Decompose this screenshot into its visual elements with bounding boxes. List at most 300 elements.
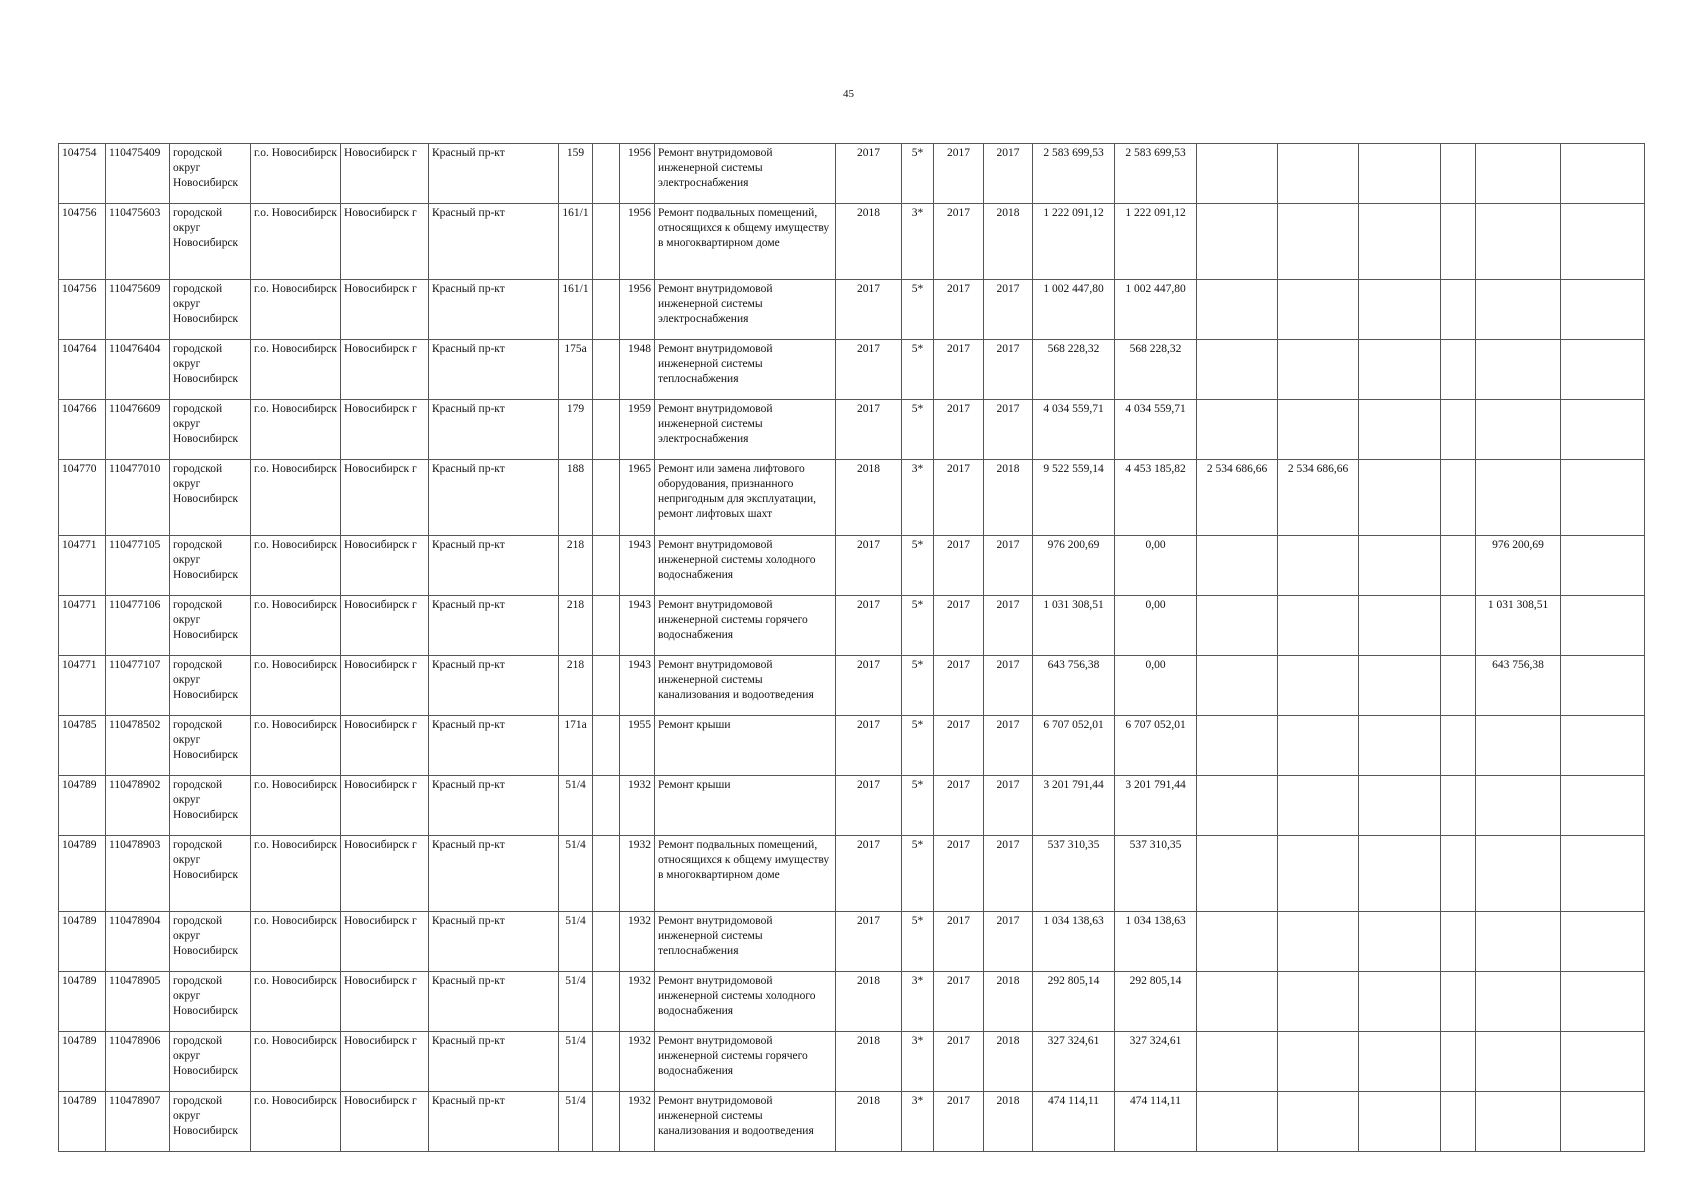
cell-local-funds [1359, 836, 1441, 912]
cell-other-funds [1476, 776, 1561, 836]
cell-record-id: 104789 [59, 912, 106, 972]
cell-priority: 5* [902, 912, 934, 972]
table-row [59, 144, 1645, 204]
cell-federal-funds [1197, 400, 1278, 460]
cell-building [593, 1092, 620, 1152]
cell-locality: Новосибирск г [341, 144, 429, 204]
cell-municipal-district: г.о. Новосибирск [251, 776, 341, 836]
cell-locality: Новосибирск г [341, 340, 429, 400]
cell-street: Красный пр-кт [429, 972, 559, 1032]
cell-house-number: 51/4 [559, 972, 593, 1032]
cell-work-type: Ремонт внутридомовой инженерной системы электроснабжения [655, 144, 836, 204]
cell-other-funds: 1 031 308,51 [1476, 596, 1561, 656]
cell-extra [1561, 656, 1645, 716]
cell-building [593, 776, 620, 836]
cell-federal-funds [1197, 1032, 1278, 1092]
cell-municipal-district: г.о. Новосибирск [251, 972, 341, 1032]
cell-other-funds [1476, 460, 1561, 536]
cell-record-id: 104754 [59, 144, 106, 204]
cell-building [593, 536, 620, 596]
cell-year-built: 1959 [620, 400, 655, 460]
cell-regional-funds [1278, 1092, 1359, 1152]
cell-total-cost: 327 324,61 [1033, 1032, 1115, 1092]
table-row [59, 972, 1645, 1032]
cell-other-funds [1476, 144, 1561, 204]
cell-fund-amount: 568 228,32 [1115, 340, 1197, 400]
cell-work-year: 2017 [836, 836, 902, 912]
cell-total-cost: 6 707 052,01 [1033, 716, 1115, 776]
cell-work-type: Ремонт внутридомовой инженерной системы горячего водоснабжения [655, 596, 836, 656]
cell-year-built: 1965 [620, 460, 655, 536]
cell-total-cost: 568 228,32 [1033, 340, 1115, 400]
cell-locality: Новосибирск г [341, 656, 429, 716]
cell-federal-funds [1197, 340, 1278, 400]
cell-fund-amount: 1 222 091,12 [1115, 204, 1197, 280]
cell-street: Красный пр-кт [429, 340, 559, 400]
cell-municipality: городской округ Новосибирск [170, 144, 251, 204]
cell-extra [1561, 836, 1645, 912]
cell-municipality: городской округ Новосибирск [170, 836, 251, 912]
cell-local-funds [1359, 596, 1441, 656]
cell-building [593, 1032, 620, 1092]
cell-priority: 5* [902, 656, 934, 716]
cell-locality: Новосибирск г [341, 280, 429, 340]
cell-year-built: 1932 [620, 836, 655, 912]
cell-regional-funds [1278, 280, 1359, 340]
cell-plan-start: 2017 [934, 1092, 984, 1152]
cell-plan-end: 2017 [984, 716, 1033, 776]
cell-building [593, 836, 620, 912]
cell-total-cost: 2 583 699,53 [1033, 144, 1115, 204]
cell-object-code: 110477105 [106, 536, 170, 596]
cell-owners-funds [1441, 776, 1476, 836]
cell-municipality: городской округ Новосибирск [170, 656, 251, 716]
cell-regional-funds [1278, 912, 1359, 972]
cell-work-year: 2017 [836, 716, 902, 776]
cell-total-cost: 1 034 138,63 [1033, 912, 1115, 972]
cell-house-number: 218 [559, 596, 593, 656]
table-body [59, 144, 1645, 1152]
cell-federal-funds [1197, 596, 1278, 656]
table-row [59, 656, 1645, 716]
cell-other-funds [1476, 836, 1561, 912]
cell-object-code: 110475409 [106, 144, 170, 204]
cell-municipality: городской округ Новосибирск [170, 716, 251, 776]
cell-object-code: 110478907 [106, 1092, 170, 1152]
cell-federal-funds [1197, 716, 1278, 776]
cell-owners-funds [1441, 1092, 1476, 1152]
cell-municipality: городской округ Новосибирск [170, 972, 251, 1032]
cell-regional-funds [1278, 716, 1359, 776]
cell-municipal-district: г.о. Новосибирск [251, 836, 341, 912]
cell-record-id: 104764 [59, 340, 106, 400]
cell-year-built: 1956 [620, 280, 655, 340]
cell-year-built: 1932 [620, 912, 655, 972]
cell-federal-funds [1197, 656, 1278, 716]
cell-plan-end: 2017 [984, 400, 1033, 460]
cell-municipal-district: г.о. Новосибирск [251, 340, 341, 400]
cell-object-code: 110476404 [106, 340, 170, 400]
cell-street: Красный пр-кт [429, 656, 559, 716]
cell-priority: 5* [902, 776, 934, 836]
cell-fund-amount: 0,00 [1115, 596, 1197, 656]
cell-local-funds [1359, 280, 1441, 340]
cell-building [593, 400, 620, 460]
cell-total-cost: 1 002 447,80 [1033, 280, 1115, 340]
cell-record-id: 104789 [59, 972, 106, 1032]
cell-extra [1561, 400, 1645, 460]
cell-fund-amount: 292 805,14 [1115, 972, 1197, 1032]
cell-plan-end: 2017 [984, 656, 1033, 716]
cell-municipality: городской округ Новосибирск [170, 596, 251, 656]
cell-total-cost: 1 222 091,12 [1033, 204, 1115, 280]
cell-fund-amount: 3 201 791,44 [1115, 776, 1197, 836]
cell-locality: Новосибирск г [341, 204, 429, 280]
cell-extra [1561, 460, 1645, 536]
cell-work-year: 2017 [836, 400, 902, 460]
cell-work-year: 2017 [836, 776, 902, 836]
cell-plan-start: 2017 [934, 400, 984, 460]
cell-plan-end: 2017 [984, 776, 1033, 836]
cell-plan-start: 2017 [934, 204, 984, 280]
cell-house-number: 218 [559, 656, 593, 716]
cell-house-number: 51/4 [559, 912, 593, 972]
cell-local-funds [1359, 204, 1441, 280]
cell-total-cost: 292 805,14 [1033, 972, 1115, 1032]
cell-regional-funds [1278, 536, 1359, 596]
cell-street: Красный пр-кт [429, 836, 559, 912]
cell-federal-funds [1197, 144, 1278, 204]
cell-building [593, 340, 620, 400]
cell-street: Красный пр-кт [429, 400, 559, 460]
cell-record-id: 104756 [59, 204, 106, 280]
cell-extra [1561, 144, 1645, 204]
cell-other-funds [1476, 972, 1561, 1032]
cell-street: Красный пр-кт [429, 716, 559, 776]
cell-plan-end: 2018 [984, 460, 1033, 536]
cell-owners-funds [1441, 656, 1476, 716]
cell-plan-end: 2017 [984, 280, 1033, 340]
cell-plan-end: 2017 [984, 912, 1033, 972]
cell-plan-end: 2018 [984, 204, 1033, 280]
cell-priority: 5* [902, 144, 934, 204]
cell-plan-end: 2017 [984, 596, 1033, 656]
cell-regional-funds [1278, 1032, 1359, 1092]
cell-house-number: 51/4 [559, 1092, 593, 1152]
cell-record-id: 104771 [59, 656, 106, 716]
cell-other-funds [1476, 716, 1561, 776]
cell-federal-funds [1197, 776, 1278, 836]
cell-object-code: 110478904 [106, 912, 170, 972]
cell-record-id: 104789 [59, 836, 106, 912]
table-row [59, 204, 1645, 280]
cell-priority: 3* [902, 1092, 934, 1152]
cell-regional-funds: 2 534 686,66 [1278, 460, 1359, 536]
cell-federal-funds: 2 534 686,66 [1197, 460, 1278, 536]
cell-house-number: 171а [559, 716, 593, 776]
cell-object-code: 110478902 [106, 776, 170, 836]
cell-street: Красный пр-кт [429, 144, 559, 204]
cell-owners-funds [1441, 972, 1476, 1032]
cell-extra [1561, 972, 1645, 1032]
cell-plan-start: 2017 [934, 972, 984, 1032]
table-row [59, 536, 1645, 596]
cell-owners-funds [1441, 340, 1476, 400]
cell-priority: 3* [902, 972, 934, 1032]
cell-owners-funds [1441, 596, 1476, 656]
cell-extra [1561, 912, 1645, 972]
cell-building [593, 460, 620, 536]
cell-object-code: 110478906 [106, 1032, 170, 1092]
cell-owners-funds [1441, 400, 1476, 460]
cell-work-type: Ремонт внутридомовой инженерной системы холодного водоснабжения [655, 536, 836, 596]
cell-work-type: Ремонт или замена лифтового оборудования, признанного непригодным для эксплуатации, ремонт лифтовых шахт [655, 460, 836, 536]
cell-priority: 3* [902, 1032, 934, 1092]
cell-plan-end: 2018 [984, 1032, 1033, 1092]
cell-work-type: Ремонт внутридомовой инженерной системы канализования и водоотведения [655, 1092, 836, 1152]
cell-house-number: 159 [559, 144, 593, 204]
cell-local-funds [1359, 716, 1441, 776]
cell-federal-funds [1197, 536, 1278, 596]
cell-year-built: 1932 [620, 1092, 655, 1152]
cell-work-type: Ремонт внутридомовой инженерной системы холодного водоснабжения [655, 972, 836, 1032]
cell-priority: 5* [902, 716, 934, 776]
cell-house-number: 218 [559, 536, 593, 596]
cell-year-built: 1948 [620, 340, 655, 400]
cell-owners-funds [1441, 144, 1476, 204]
cell-owners-funds [1441, 836, 1476, 912]
cell-extra [1561, 1032, 1645, 1092]
cell-municipal-district: г.о. Новосибирск [251, 912, 341, 972]
cell-house-number: 179 [559, 400, 593, 460]
cell-building [593, 204, 620, 280]
cell-municipality: городской округ Новосибирск [170, 536, 251, 596]
cell-locality: Новосибирск г [341, 1032, 429, 1092]
cell-record-id: 104789 [59, 776, 106, 836]
cell-plan-start: 2017 [934, 716, 984, 776]
cell-plan-start: 2017 [934, 460, 984, 536]
cell-year-built: 1943 [620, 536, 655, 596]
cell-total-cost: 1 031 308,51 [1033, 596, 1115, 656]
page-number: 45 [843, 88, 854, 100]
cell-object-code: 110477010 [106, 460, 170, 536]
cell-other-funds [1476, 1092, 1561, 1152]
cell-regional-funds [1278, 144, 1359, 204]
cell-municipal-district: г.о. Новосибирск [251, 1092, 341, 1152]
cell-local-funds [1359, 400, 1441, 460]
cell-municipality: городской округ Новосибирск [170, 1092, 251, 1152]
cell-locality: Новосибирск г [341, 400, 429, 460]
cell-municipal-district: г.о. Новосибирск [251, 204, 341, 280]
cell-street: Красный пр-кт [429, 204, 559, 280]
cell-other-funds [1476, 1032, 1561, 1092]
cell-municipal-district: г.о. Новосибирск [251, 400, 341, 460]
cell-street: Красный пр-кт [429, 596, 559, 656]
cell-work-year: 2017 [836, 596, 902, 656]
cell-plan-end: 2017 [984, 144, 1033, 204]
cell-locality: Новосибирск г [341, 1092, 429, 1152]
cell-owners-funds [1441, 460, 1476, 536]
cell-owners-funds [1441, 204, 1476, 280]
cell-priority: 5* [902, 836, 934, 912]
cell-plan-end: 2017 [984, 536, 1033, 596]
cell-regional-funds [1278, 972, 1359, 1032]
cell-fund-amount: 327 324,61 [1115, 1032, 1197, 1092]
cell-other-funds: 976 200,69 [1476, 536, 1561, 596]
cell-object-code: 110475609 [106, 280, 170, 340]
cell-plan-start: 2017 [934, 1032, 984, 1092]
cell-local-funds [1359, 460, 1441, 536]
cell-local-funds [1359, 1032, 1441, 1092]
cell-regional-funds [1278, 340, 1359, 400]
cell-local-funds [1359, 776, 1441, 836]
cell-work-type: Ремонт внутридомовой инженерной системы горячего водоснабжения [655, 1032, 836, 1092]
cell-fund-amount: 537 310,35 [1115, 836, 1197, 912]
cell-owners-funds [1441, 280, 1476, 340]
cell-total-cost: 3 201 791,44 [1033, 776, 1115, 836]
cell-house-number: 175а [559, 340, 593, 400]
cell-work-year: 2017 [836, 340, 902, 400]
cell-work-year: 2018 [836, 972, 902, 1032]
cell-record-id: 104789 [59, 1032, 106, 1092]
cell-locality: Новосибирск г [341, 972, 429, 1032]
cell-fund-amount: 474 114,11 [1115, 1092, 1197, 1152]
cell-federal-funds [1197, 204, 1278, 280]
cell-other-funds [1476, 340, 1561, 400]
cell-street: Красный пр-кт [429, 1032, 559, 1092]
table-row [59, 596, 1645, 656]
cell-year-built: 1943 [620, 656, 655, 716]
cell-municipal-district: г.о. Новосибирск [251, 280, 341, 340]
cell-municipality: городской округ Новосибирск [170, 912, 251, 972]
cell-fund-amount: 0,00 [1115, 536, 1197, 596]
cell-total-cost: 643 756,38 [1033, 656, 1115, 716]
cell-work-year: 2017 [836, 656, 902, 716]
cell-house-number: 188 [559, 460, 593, 536]
cell-record-id: 104771 [59, 596, 106, 656]
cell-year-built: 1932 [620, 972, 655, 1032]
table-row [59, 716, 1645, 776]
cell-local-funds [1359, 656, 1441, 716]
cell-building [593, 912, 620, 972]
cell-object-code: 110478502 [106, 716, 170, 776]
table-row [59, 280, 1645, 340]
cell-street: Красный пр-кт [429, 280, 559, 340]
cell-house-number: 161/1 [559, 204, 593, 280]
cell-work-year: 2017 [836, 536, 902, 596]
cell-other-funds [1476, 912, 1561, 972]
cell-federal-funds [1197, 836, 1278, 912]
cell-plan-start: 2017 [934, 912, 984, 972]
cell-plan-start: 2017 [934, 836, 984, 912]
cell-plan-start: 2017 [934, 536, 984, 596]
cell-priority: 5* [902, 596, 934, 656]
cell-regional-funds [1278, 400, 1359, 460]
cell-owners-funds [1441, 716, 1476, 776]
cell-local-funds [1359, 1092, 1441, 1152]
cell-work-year: 2018 [836, 460, 902, 536]
cell-work-type: Ремонт внутридомовой инженерной системы электроснабжения [655, 280, 836, 340]
cell-priority: 3* [902, 460, 934, 536]
cell-federal-funds [1197, 280, 1278, 340]
cell-other-funds [1476, 400, 1561, 460]
cell-object-code: 110477106 [106, 596, 170, 656]
cell-total-cost: 9 522 559,14 [1033, 460, 1115, 536]
cell-work-type: Ремонт крыши [655, 776, 836, 836]
cell-work-type: Ремонт внутридомовой инженерной системы электроснабжения [655, 400, 836, 460]
cell-extra [1561, 596, 1645, 656]
cell-work-year: 2018 [836, 1092, 902, 1152]
cell-year-built: 1932 [620, 776, 655, 836]
cell-regional-funds [1278, 656, 1359, 716]
cell-record-id: 104771 [59, 536, 106, 596]
cell-locality: Новосибирск г [341, 460, 429, 536]
cell-house-number: 51/4 [559, 776, 593, 836]
cell-plan-end: 2018 [984, 1092, 1033, 1152]
cell-local-funds [1359, 144, 1441, 204]
cell-extra [1561, 716, 1645, 776]
cell-federal-funds [1197, 1092, 1278, 1152]
cell-street: Красный пр-кт [429, 1092, 559, 1152]
cell-house-number: 161/1 [559, 280, 593, 340]
cell-extra [1561, 536, 1645, 596]
cell-year-built: 1956 [620, 144, 655, 204]
cell-street: Красный пр-кт [429, 912, 559, 972]
cell-building [593, 280, 620, 340]
cell-year-built: 1956 [620, 204, 655, 280]
cell-municipality: городской округ Новосибирск [170, 776, 251, 836]
cell-record-id: 104770 [59, 460, 106, 536]
cell-object-code: 110478903 [106, 836, 170, 912]
cell-plan-end: 2017 [984, 836, 1033, 912]
cell-locality: Новосибирск г [341, 912, 429, 972]
cell-street: Красный пр-кт [429, 536, 559, 596]
cell-locality: Новосибирск г [341, 836, 429, 912]
cell-fund-amount: 1 002 447,80 [1115, 280, 1197, 340]
table-row [59, 460, 1645, 536]
cell-priority: 5* [902, 536, 934, 596]
cell-fund-amount: 6 707 052,01 [1115, 716, 1197, 776]
cell-locality: Новосибирск г [341, 596, 429, 656]
cell-priority: 3* [902, 204, 934, 280]
cell-owners-funds [1441, 912, 1476, 972]
cell-priority: 5* [902, 400, 934, 460]
cell-municipality: городской округ Новосибирск [170, 340, 251, 400]
cell-regional-funds [1278, 204, 1359, 280]
cell-municipality: городской округ Новосибирск [170, 1032, 251, 1092]
cell-building [593, 972, 620, 1032]
cell-fund-amount: 2 583 699,53 [1115, 144, 1197, 204]
cell-object-code: 110476609 [106, 400, 170, 460]
cell-record-id: 104789 [59, 1092, 106, 1152]
cell-priority: 5* [902, 340, 934, 400]
cell-object-code: 110478905 [106, 972, 170, 1032]
cell-building [593, 596, 620, 656]
cell-municipal-district: г.о. Новосибирск [251, 596, 341, 656]
cell-plan-start: 2017 [934, 596, 984, 656]
cell-municipality: городской округ Новосибирск [170, 400, 251, 460]
cell-fund-amount: 1 034 138,63 [1115, 912, 1197, 972]
cell-other-funds [1476, 204, 1561, 280]
table-row [59, 912, 1645, 972]
cell-fund-amount: 4 453 185,82 [1115, 460, 1197, 536]
cell-municipal-district: г.о. Новосибирск [251, 460, 341, 536]
cell-extra [1561, 340, 1645, 400]
cell-total-cost: 4 034 559,71 [1033, 400, 1115, 460]
cell-fund-amount: 0,00 [1115, 656, 1197, 716]
cell-house-number: 51/4 [559, 1032, 593, 1092]
cell-local-funds [1359, 536, 1441, 596]
